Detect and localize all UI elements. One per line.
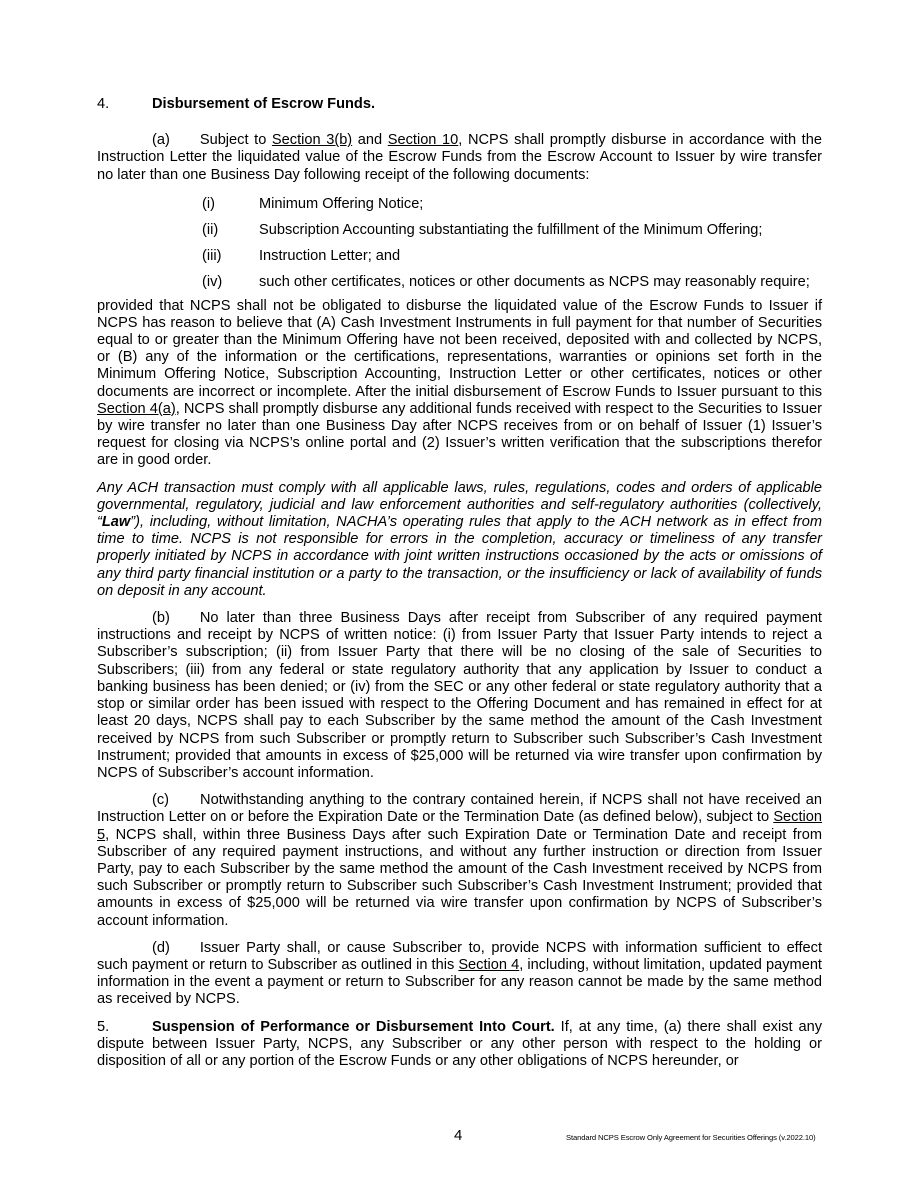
paragraph-text: Subject to: [199, 132, 272, 149]
section-4-heading: [97, 96, 822, 113]
paragraph-text: , NCPS shall promptly disburse any additional funds received with respect to the Securities to Issuer by wire transfer no later than one Business Day after NCPS receives from or on behalf of Issuer (1) Issuer’s request for closing via NCPS’s online portal and (2) Issuer’s written verification that the subscriptions therefor are in good order.: [97, 400, 823, 469]
paragraph-text: , NCPS shall promptly disburse in accordance with the Instruction Letter the liquidated value of the Escrow Funds from the Escrow Account to Issuer by wire transfer no later than one Business Day following receipt of the following documents:: [97, 132, 822, 183]
ach-paragraph: [97, 480, 822, 600]
paragraph-text: Any ACH transaction must comply with all applicable laws, rules, regulations, codes and orders of applicable governmental, regulatory, judicial and law enforcement authorities and self-regulatory authorities (collectively, “: [97, 479, 822, 531]
list-item-text: Minimum Offering Notice;: [259, 195, 424, 212]
paragraph-label: (d): [152, 939, 170, 956]
section-5-paragraph: [97, 1019, 822, 1071]
section-title: Disbursement of Escrow Funds.: [152, 96, 375, 112]
paragraph-b: [97, 610, 822, 782]
section-3b-reference: Section 3(b): [271, 132, 353, 149]
paragraph-a: [97, 132, 822, 184]
section-title: Suspension of Performance or Disbursement Into Court.: [152, 1018, 555, 1035]
paragraph-text: , including, without limitation, updated payment information in the event a payment or return to Subscriber for any reason cannot be made by the same method as received by NCPS.: [97, 956, 822, 1008]
section-5-reference: Section 5: [97, 809, 822, 843]
section-number: 4.: [97, 96, 110, 112]
list-item-text: such other certificates, notices or other documents as NCPS may reasonably require;: [259, 274, 810, 291]
paragraph-label: (b): [152, 610, 170, 627]
list-item: [202, 274, 822, 291]
page-number: 4: [454, 1127, 463, 1144]
paragraph-text: No later than three Business Days after receipt from Subscriber of any required payment instructions and receipt by NCPS of written notice: (i) from Issuer Party that Issuer Party intends to reject a Subscriber’s subscription; (ii) from Issuer Party that there will be no closing of the sale of Securities to Subscribers; (iii) from any federal or state regulatory authority that any application by Issuer to conduct a banking business has been denied; or (iv) from the SEC or any other federal or state regulatory authority that a stop or similar order has been issued with respect to the Offering Document and has remained in effect for at least 20 days, NCPS shall pay to each Subscriber by the same method the amount of the Cash Investment received by NCPS from such Subscriber or promptly return to Subscriber such Subscriber’s Cash Investment Instrument; provided that amounts in excess of $25,000 will be returned via wire transfer upon confirmation by NCPS of Subscriber’s account information.: [97, 610, 822, 781]
section-number: 5.: [97, 1018, 110, 1035]
footer-document-title: Standard NCPS Escrow Only Agreement for Securities Offerings (v.2022.10): [566, 1133, 816, 1142]
list-item-text: Subscription Accounting substantiating the fulfillment of the Minimum Offering;: [259, 222, 763, 239]
list-item: [202, 248, 822, 265]
paragraph-label: (c): [152, 792, 170, 809]
list-item: [202, 222, 822, 239]
documents-list: [202, 196, 822, 292]
defined-term-law: Law: [101, 514, 131, 531]
section-4-reference: Section 4: [458, 956, 520, 973]
paragraph-text: , NCPS shall, within three Business Days after such Expiration Date or Termination Date and receipt from Subscriber of any required payment instructions, and without any further instruction or direction from Issuer Party, pay to each Subscriber by the same method the amount of the Cash Investment received by NCPS from such Subscriber or promptly return to Subscriber such Subscriber’s Cash Investment Instrument; provided that amounts in excess of $25,000 will be returned via wire transfer upon confirmation by NCPS of Subscriber’s account information.: [97, 826, 822, 929]
paragraph-text: Issuer Party shall, or cause Subscriber to, provide NCPS with information sufficient to effect such payment or return to Subscriber as outlined in this: [97, 939, 822, 973]
list-item: [202, 196, 822, 213]
list-item-number: (ii): [202, 222, 219, 239]
section-4a-reference: Section 4(a): [97, 400, 176, 417]
paragraph-text: If, at any time, (a) there shall exist any dispute between Issuer Party, NCPS, any Subscriber or any other person with respect to the holding or disposition of all or any portion of the Escrow Funds or any other obligations of NCPS hereunder, or: [97, 1018, 822, 1069]
paragraph-text: and: [352, 132, 388, 149]
proviso-paragraph: [97, 298, 822, 470]
page-content: [97, 96, 822, 1070]
paragraph-d: [97, 940, 822, 1009]
paragraph-text: provided that NCPS shall not be obligated to disburse the liquidated value of the Escrow Funds to Issuer if NCPS has reason to believe that (A) Cash Investment Instruments in full payment for that number of Securities equal to or greater than the Minimum Offering have not been received, deposited with and collected by NCPS, or (B) any of the information or the certifications, representations, warranties or opinions set forth in the Minimum Offering Notice, Subscription Accounting, Instruction Letter or other certificates, notices or other documents are incorrect or incomplete. After the initial disbursement of Escrow Funds to Issuer pursuant to this: [97, 297, 822, 400]
list-item-number: (iv): [202, 274, 223, 291]
list-item-number: (iii): [202, 248, 222, 265]
list-item-number: (i): [202, 195, 215, 212]
paragraph-text: Notwithstanding anything to the contrary contained herein, if NCPS shall not have received an Instruction Letter on or before the Expiration Date or the Termination Date (as defined below), subject to: [97, 792, 822, 826]
list-item-text: Instruction Letter; and: [259, 248, 401, 265]
paragraph-c: [97, 792, 822, 930]
paragraph-text: ”), including, without limitation, NACHA’s operating rules that apply to the ACH network as in effect from time to time. NCPS is not responsible for errors in the completion, accuracy or timeliness of any transfer properly initiated by NCPS in accordance with joint written instructions occasioned by the acts or omissions of any third party financial institution or a party to the transaction, or the insufficiency or lack of availability of funds on deposit in any account.: [97, 514, 822, 599]
section-10-reference: Section 10: [387, 132, 459, 149]
paragraph-label: (a): [152, 132, 170, 149]
